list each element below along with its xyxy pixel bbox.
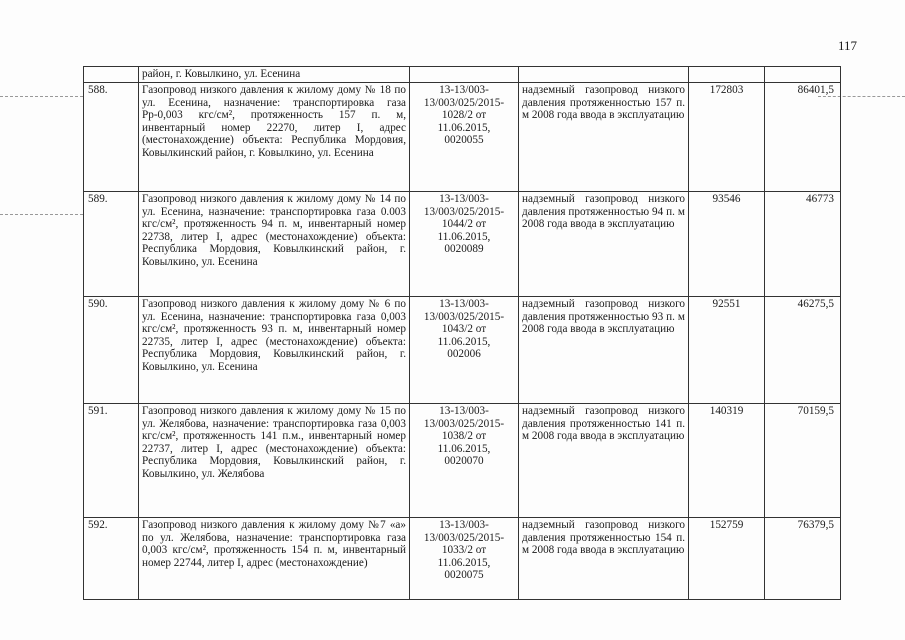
cell-description: Газопровод низкого давления к жилому дому №7 «а» по ул. Желябова, назначение: транспортировка газа 0,003 кгс/см², протяженность 154 п. м, инвентарный номер 22744, литер I, адрес (местонахождение)	[139, 518, 410, 600]
cell-description: Газопровод низкого давления к жилому дому № 14 по ул. Есенина, назначение: транспортировка газа 0.003 кгс/см², протяженность 94 п. м, инвентарный номер 22738, литер I, адрес (местонахождение) объекта: Республика Мордовия, Ковылкинский район, г. Ковылкино, ул. Есенина	[139, 192, 410, 297]
cell-number: 588.	[84, 83, 139, 192]
cell-characteristic: надземный газопровод низкого давления протяженностью 141 п. м 2008 года ввода в эксплуатацию	[519, 404, 689, 518]
cell-characteristic: надземный газопровод низкого давления протяженностью 94 п. м 2008 года ввода в эксплуатацию	[519, 192, 689, 297]
cell-number: 590.	[84, 297, 139, 404]
cell-registration	[410, 297, 519, 404]
cell-registration	[410, 67, 519, 83]
registration-text: 13-13/003- 13/003/025/2015- 1043/2 от 11.06.2015, 002006	[423, 298, 505, 361]
table-row	[84, 192, 841, 297]
cell-description: Газопровод низкого давления к жилому дому № 6 по ул. Есенина, назначение: транспортировка газа 0,003 кгс/см², протяженность 93 п. м, инвентарный номер 22735, литер I, адрес (местонахождение) объекта: Республика Мордовия, Ковылкинский район, г. Ковылкино, ул. Есенина	[139, 297, 410, 404]
registration-text: 13-13/003- 13/003/025/2015- 1028/2 от 11.06.2015, 0020055	[423, 84, 505, 147]
page-number: 117	[838, 38, 858, 53]
cell-description: Газопровод низкого давления к жилому дому № 18 по ул. Есенина, назначение: транспортировка газа Рр-0,003 кгс/см², протяженность 157 п. м, инвентарный номер 22270, литер I, адрес (местонахождение) объекта: Республика Мордовия, Ковылкинский район, г. Ковылкино, ул. Есенина	[139, 83, 410, 192]
cell-registration	[410, 518, 519, 600]
cell-value2	[765, 67, 841, 83]
scan-artifact-line	[0, 214, 83, 215]
table-row	[84, 404, 841, 518]
cell-value1	[689, 67, 765, 83]
cell-description: район, г. Ковылкино, ул. Есенина	[139, 67, 410, 83]
table-row	[84, 297, 841, 404]
table-row	[84, 518, 841, 600]
cell-registration	[410, 83, 519, 192]
registration-text: 13-13/003- 13/003/025/2015- 1038/2 от 11.06.2015, 0020070	[423, 405, 505, 468]
cell-number: 589.	[84, 192, 139, 297]
table-row-continuation	[84, 67, 841, 83]
cell-value2: 86401,5	[765, 83, 841, 192]
cell-value1: 140319	[689, 404, 765, 518]
cell-value2: 46275,5	[765, 297, 841, 404]
registration-text: 13-13/003- 13/003/025/2015- 1033/2 от 11.06.2015, 0020075	[423, 519, 505, 582]
cell-characteristic: надземный газопровод низкого давления протяженностью 157 п. м 2008 года ввода в эксплуатацию	[519, 83, 689, 192]
cell-value2: 70159,5	[765, 404, 841, 518]
cell-registration	[410, 192, 519, 297]
cell-number: 592.	[84, 518, 139, 600]
cell-number: 591.	[84, 404, 139, 518]
cell-value1: 172803	[689, 83, 765, 192]
cell-value1: 93546	[689, 192, 765, 297]
cell-description: Газопровод низкого давления к жилому дому № 15 по ул. Желябова, назначение: транспортировка газа 0,003 кгс/см², протяженность 141 п.м., инвентарный номер 22737, литер I, адрес (местонахождение) объекта: Республика Мордовия, Ковылкинский район, г. Ковылкино, ул. Желябова	[139, 404, 410, 518]
table-row	[84, 83, 841, 192]
cell-value1: 152759	[689, 518, 765, 600]
property-table	[83, 66, 841, 600]
cell-value1: 92551	[689, 297, 765, 404]
cell-characteristic	[519, 67, 689, 83]
cell-registration	[410, 404, 519, 518]
cell-number	[84, 67, 139, 83]
cell-characteristic: надземный газопровод низкого давления протяженностью 93 п. м 2008 года ввода в эксплуатацию	[519, 297, 689, 404]
scan-artifact-line	[0, 96, 83, 97]
cell-value2: 46773	[765, 192, 841, 297]
registration-text: 13-13/003- 13/003/025/2015- 1044/2 от 11.06.2015, 0020089	[423, 193, 505, 256]
cell-characteristic: надземный газопровод низкого давления протяженностью 154 п. м 2008 года ввода в эксплуатацию	[519, 518, 689, 600]
cell-value2: 76379,5	[765, 518, 841, 600]
